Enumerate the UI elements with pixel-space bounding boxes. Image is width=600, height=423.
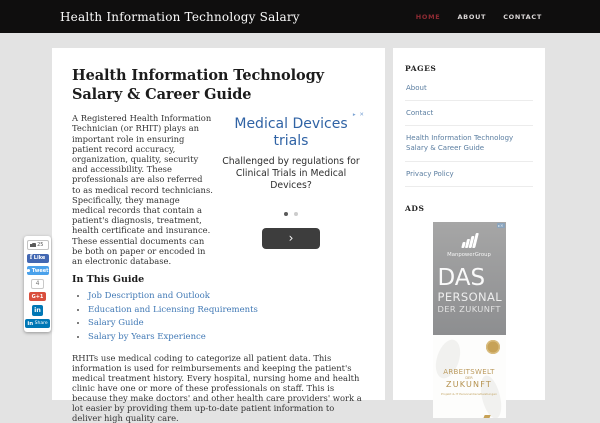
article-body: RHITs use medical coding to categorize all patient data. This information is used for reimbursements and keeping the patient's medical treatment history. Every hospital, nursing home and health clinic have one or more of these professionals on staff. This is because they make doctors' and other health care providers' work a lot easier by providing them up-to-date patient information to deliver high quality care.: [72, 352, 362, 423]
page-title: Health Information Technology Salary & Career Guide: [72, 67, 324, 104]
facebook-like-button[interactable]: [27, 254, 49, 263]
guide-link-salary-guide[interactable]: Salary Guide: [88, 318, 144, 329]
guide-heading: In This Guide: [72, 274, 145, 286]
thumbs-up-icon: [32, 243, 36, 247]
list-item: [405, 126, 533, 161]
gold-logo-mark-icon: [483, 415, 490, 418]
ad-subhead-arbeitswelt: ARBEITSWELT: [443, 367, 495, 376]
ad-headline-personal: PERSONAL: [437, 289, 503, 304]
linkedin-in-icon: in: [27, 320, 34, 327]
share-count-badge: 4: [31, 279, 44, 289]
sidebar-link-contact[interactable]: Contact: [406, 109, 434, 118]
linkedin-icon[interactable]: in: [32, 305, 43, 316]
site-header: [0, 0, 600, 33]
pages-list: [405, 76, 533, 187]
main-nav: [416, 13, 542, 21]
ad-subhead-zukunft: ZUKUNFT: [446, 379, 492, 389]
list-item: [88, 317, 365, 331]
list-item: [88, 304, 365, 318]
article-intro: A Registered Health Information Technician (or RHIT) plays an important role in ensuring patient record accuracy, organization, quality, security and accessibility. These professionals are also referred to as medical record technicians. Specifically, they manage medical records that contain a patient's diagnosis, treatment, health certificate and insurance. These essential documents can be both on paper or encoded in an electronic database.: [72, 113, 213, 267]
guide-list: [88, 290, 365, 344]
list-item: [88, 290, 365, 304]
ad-headline-das: DAS: [437, 264, 486, 291]
skyscraper-ad[interactable]: [433, 222, 506, 418]
carousel-dot-active[interactable]: [284, 212, 288, 216]
like-count: 25: [37, 242, 44, 248]
adchoices-icon[interactable]: ▸ ✕: [352, 112, 365, 119]
site-title[interactable]: Health Information Technology Salary: [60, 9, 300, 24]
nav-about[interactable]: ABOUT: [457, 12, 487, 21]
skyscraper-ad-bottom: [433, 335, 506, 418]
manpowergroup-logo-icon: [433, 222, 506, 248]
ads-heading: ADS: [405, 203, 425, 213]
list-item: [88, 331, 365, 345]
list-item: [405, 162, 533, 187]
guide-link-job-description[interactable]: Job Description and Outlook: [88, 291, 210, 302]
google-plus-one-button[interactable]: G+1: [29, 292, 46, 301]
ad-next-button[interactable]: ›: [262, 228, 320, 249]
ad-brand-name: ManpowerGroup: [447, 251, 491, 258]
tweet-button[interactable]: [27, 266, 49, 275]
nav-contact[interactable]: CONTACT: [503, 12, 542, 21]
share-bar: [24, 236, 51, 332]
linkedin-share-button[interactable]: [25, 319, 50, 328]
nav-home[interactable]: HOME: [415, 12, 441, 21]
adchoices-icon[interactable]: ▸✕: [498, 222, 504, 228]
list-item: [405, 76, 533, 101]
ad-question: Challenged by regulations for Clinical Trials in Medical Devices?: [222, 156, 360, 191]
ad-fine-print: Projekt & IT Personaldienstleistungen: [441, 391, 497, 396]
intro-row: [72, 113, 365, 267]
guide-link-education[interactable]: Education and Licensing Requirements: [88, 304, 258, 315]
guide-link-salary-experience[interactable]: Salary by Years Experience: [88, 332, 206, 343]
ad-subhead-der: DER: [465, 375, 473, 380]
skyscraper-ad-top: [433, 222, 506, 335]
list-item: [405, 101, 533, 126]
gold-badge-icon: [486, 340, 500, 354]
pages-heading: PAGES: [405, 64, 437, 73]
tweet-label: Tweet: [31, 267, 49, 274]
ad-headline-line2: trials: [273, 132, 309, 149]
ad-headline-der-zukunft: DER ZUKUNFT: [437, 303, 501, 314]
like-count-button[interactable]: [27, 240, 49, 250]
twitter-bird-icon: [27, 269, 31, 273]
sidebar: [393, 48, 545, 400]
facebook-icon: f: [29, 254, 33, 261]
inline-ad[interactable]: [217, 113, 365, 245]
article-card: [52, 48, 385, 423]
sidebar-link-hit-salary-guide[interactable]: Health Information Technology Salary & Career Guide: [406, 134, 514, 153]
carousel-dot[interactable]: [294, 212, 298, 216]
sidebar-link-about[interactable]: About: [406, 84, 427, 92]
linkedin-share-label: Share: [34, 321, 48, 326]
ad-carousel-dots: [217, 201, 365, 220]
facebook-like-label: Like: [33, 255, 46, 261]
ad-headline-line1: Medical Devices: [234, 116, 348, 133]
sidebar-link-privacy-policy[interactable]: Privacy Policy: [406, 169, 454, 178]
